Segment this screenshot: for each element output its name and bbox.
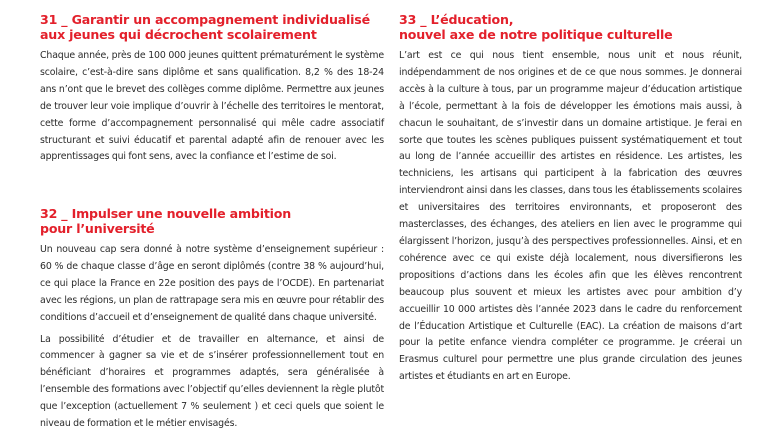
body-paragraph: L’art est ce qui nous tient ensemble, nous unit et nous réunit, indépendamment de nos origines et de ce que nous sommes. Je donnerai accès à la culture à tous, par un programme majeur d’éducation artistique à l’école, permettant à la fois de développer les émotions mais aussi, à chacun le souhaitant, de s’investir dans un domaine artistique. Je ferai en sorte que toutes les scènes publiques puissent systématiquement et tout au long de l’année accueillir des artistes en résidence. Les artistes, les techniciens, les artisans qui participent à la fabrication des œuvres interviendront ainsi dans les classes, dans tous les établissements scolaires et universitaires des territoires environnants, et proposeront des masterclasses, des échanges, des ateliers en lien avec le programme qui élargissent l’horizon, jusqu’à des perspectives professionnelles. Ainsi, et en cohérence avec ce qui existe déjà localement, nous diversifierons les propositions d’actions dans les écoles afin que les élèves rencontrent beaucoup plus souvent et mieux les artistes avec pour ambition d’y accueillir 10 000 artistes dès l’année 2023 dans le cadre du renforcement de l’Éducation Artistique et Culturelle (EAC). La création de maisons d’art pour la petite enfance viendra compléter ce programme. Je créerai un Erasmus culturel pour permettre une plus grande circulation des jeunes artistes et étudiants en art en Europe. <box>399 50 742 383</box>
heading-line-1: 33 _ L’éducation, <box>399 12 514 27</box>
section-heading <box>40 13 384 42</box>
section-heading <box>40 207 384 236</box>
heading-line-2: pour l’université <box>40 220 155 236</box>
body-paragraph: Chaque année, près de 100 000 jeunes quittent prématurément le système scolaire, c’est-à-dire sans diplôme et sans qualification. 8,2 % des 18-24 ans n’ont que le brevet des collèges comme diplôme. Permettre aux jeunes de trouver leur voie implique d’ouvrir à l’échelle des territoires le mentorat, cette forme d’accompagnement personnalisé qui mêle cadre associatif structurant et suivi éducatif et parental adapté afin de renouer avec les apprentissages qui font sens, avec la confiance et l’estime de soi. <box>40 50 384 163</box>
heading-line-1: 32 _ Impulser une nouvelle ambition <box>40 206 291 221</box>
body-paragraph: Un nouveau cap sera donné à notre système d’enseignement supérieur : 60 % de chaque classe d’âge en seront diplômés (contre 38 % aujourd’hui, ce qui place la France en 22e position des pays de l’OCDE). En partenariat avec les régions, un plan de rattrapage sera mis en œuvre pour rétablir des conditions d’accueil et d’enseignement de qualité dans chaque université. <box>40 244 384 323</box>
section-31 <box>40 13 384 171</box>
heading-line-1: 31 _ Garantir un accompagnement individualisé <box>40 12 370 27</box>
section-33 <box>399 13 742 391</box>
body-paragraph: La possibilité d’étudier et de travailler en alternance, et ainsi de commencer à gagner sa vie et de s’insérer professionnellement tout en bénéficiant d’horaires et programmes adaptés, sera généralisée à l’ensemble des formations avec l’objectif qu’elles deviennent la règle plutôt que l’exception (actuellement 7 % seulement ) et ceci quels que soient le niveau de formation et le métier envisagés. <box>40 333 384 430</box>
heading-line-2: aux jeunes qui décrochent scolairement <box>40 26 317 42</box>
section-heading <box>399 13 742 42</box>
section-32 <box>40 207 384 438</box>
heading-line-2: nouvel axe de notre politique culturelle <box>399 26 673 42</box>
